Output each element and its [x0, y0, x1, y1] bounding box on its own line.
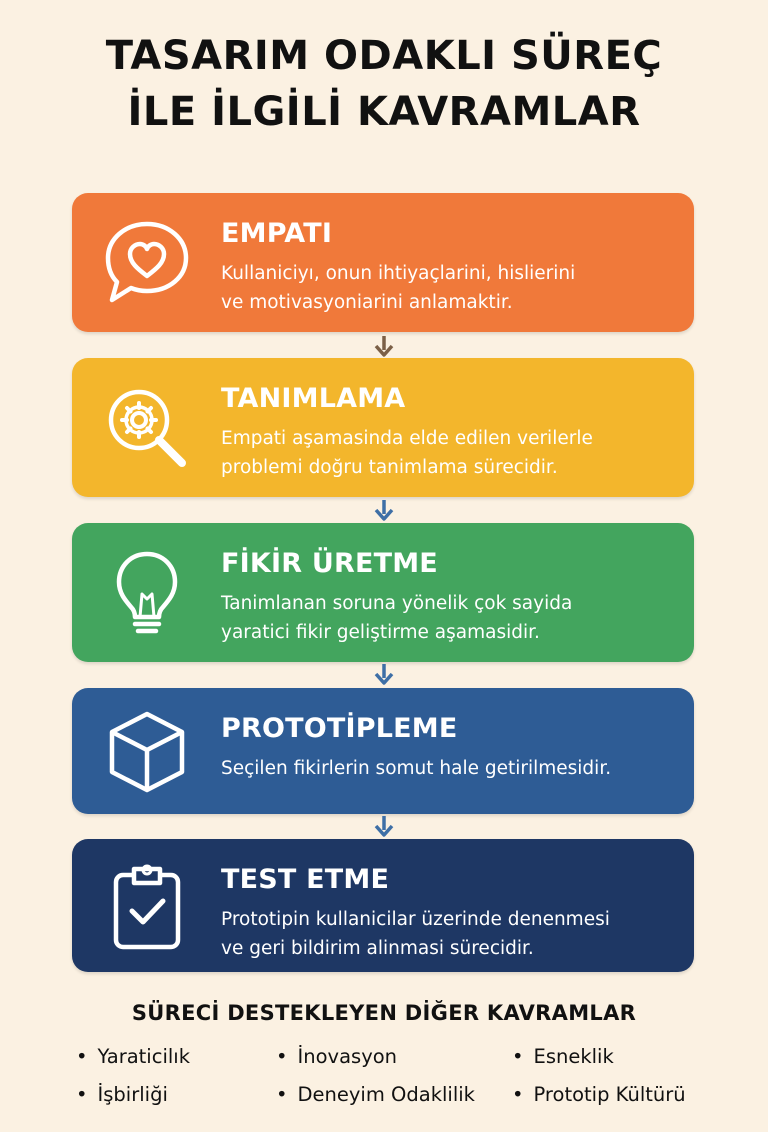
step-description [221, 424, 681, 482]
page-title-line-1: TASARIM ODAKLI SÜREÇ [105, 33, 663, 79]
step-description-line-1: Tanimlanan soruna yönelik çok sayida [221, 593, 573, 614]
supporting-concepts-title: SÜRECİ DESTEKLEYEN DİĞER KAVRAMLAR [131, 1001, 637, 1025]
step-description-line-2: ve motivasyoniarini anlamaktir. [221, 292, 513, 313]
step-card-prototipleme [72, 688, 694, 814]
flow-arrow-icon [371, 814, 397, 840]
step-heading: FİKİR ÜRETME [221, 548, 438, 579]
heart-speech-bubble-icon [102, 218, 192, 308]
step-description [221, 754, 681, 783]
lightbulb-icon [102, 548, 192, 638]
step-description [221, 589, 681, 647]
magnifier-gear-icon [102, 383, 192, 473]
page-title-line-2: İLE İLGİLİ KAVRAMLAR [127, 89, 641, 135]
step-description [221, 905, 681, 963]
supporting-concept-item: • Yaraticilık [76, 1043, 190, 1071]
step-description-line-1: Prototipin kullanicilar üzerinde denenmesi [221, 909, 610, 930]
step-description-line-1: Empati aşamasinda elde edilen verilerle [221, 428, 593, 449]
page-title [0, 28, 768, 140]
step-description-line-2: yaratici fikir geliştirme aşamasidir. [221, 622, 540, 643]
step-heading: TANIMLAMA [221, 383, 406, 414]
step-description-line-2: ve geri bildirim alinmasi sürecidir. [221, 938, 534, 959]
clipboard-check-icon [102, 861, 192, 951]
step-card-empati [72, 193, 694, 332]
cube-icon [102, 706, 192, 796]
step-heading: PROTOTİPLEME [221, 713, 458, 744]
step-description-line-1: Kullaniciyı, onun ihtiyaçlarini, hislierini [221, 263, 576, 284]
step-card-fikir-uretme [72, 523, 694, 662]
step-description-line-2: problemi doğru tanimlama sürecidir. [221, 457, 558, 478]
supporting-concept-item: • Esneklik [512, 1043, 614, 1071]
step-heading: EMPATI [221, 218, 333, 249]
supporting-concept-item: • Prototip Kültürü [512, 1081, 686, 1109]
flow-arrow-icon [371, 334, 397, 360]
flow-arrow-icon [371, 498, 397, 524]
step-description [221, 259, 681, 317]
step-card-test-etme [72, 839, 694, 972]
step-heading: TEST ETME [221, 864, 390, 895]
supporting-concept-item: • İşbirliği [76, 1081, 168, 1109]
step-description-line-1: Seçilen fikirlerin somut hale getirilmesidir. [221, 758, 612, 779]
step-card-tanimlama [72, 358, 694, 497]
supporting-concept-item: • Deneyim Odaklilik [276, 1081, 475, 1109]
supporting-concept-item: • İnovasyon [276, 1043, 397, 1071]
flow-arrow-icon [371, 662, 397, 688]
